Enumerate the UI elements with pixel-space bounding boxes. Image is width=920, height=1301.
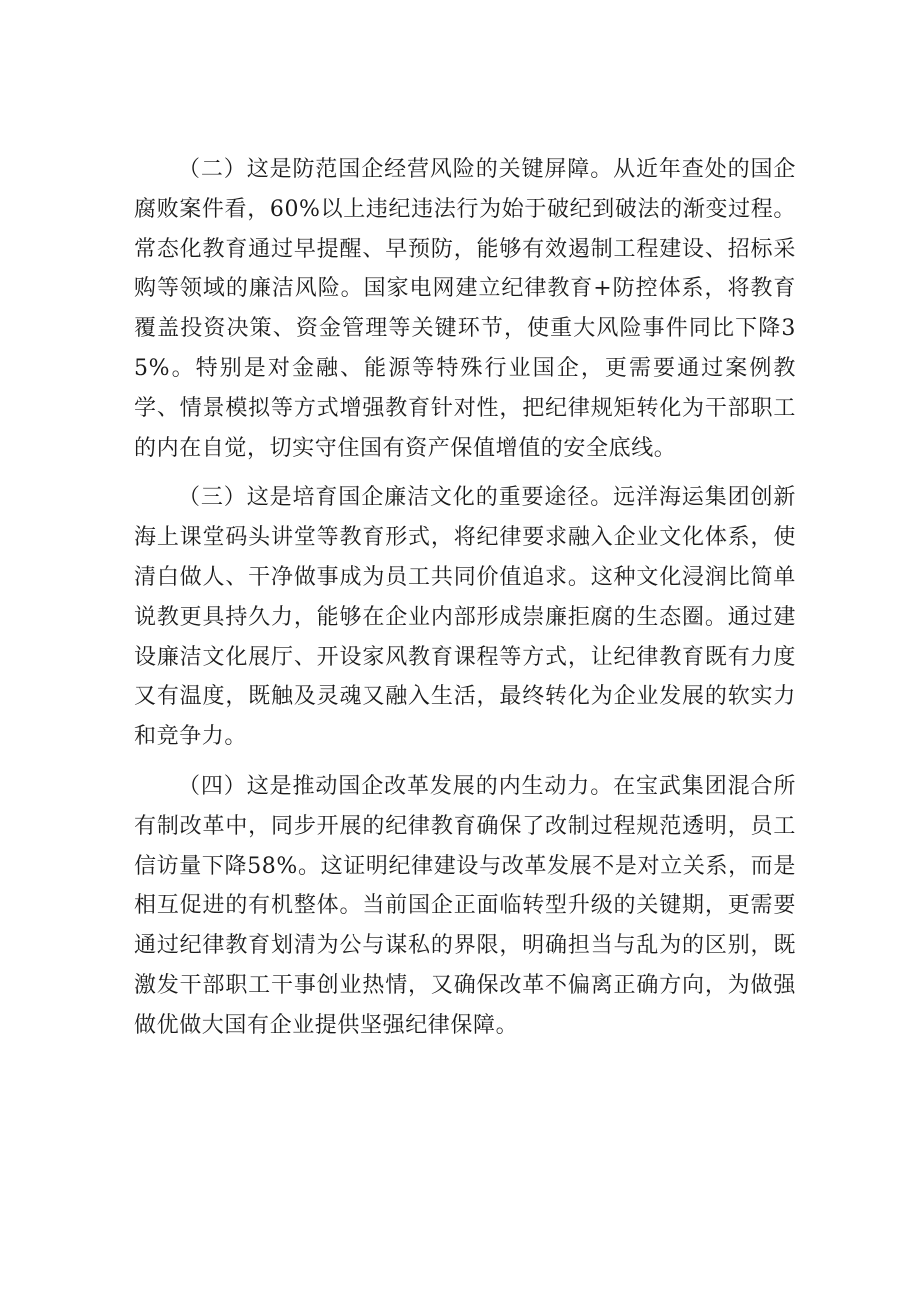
paragraph-reform-drive: （四）这是推动国企改革发展的内生动力。在宝武集团混合所有制改革中，同步开展的纪律教育确保了改制过程规范透明，员工信访量下降58%。这证明纪律建设与改革发展不是对立关系，而是相互促进的有机整体。当前国企正面临转型升级的关键期，更需要通过纪律教育划清为公与谋私的界限，明确担当与乱为的区别，既激发干部职工干事创业热情，又确保改革不偏离正确方向，为做强做优做大国有企业提供坚强纪律保障。 — [134, 773, 796, 1038]
paragraph-risk-barrier: （二）这是防范国企经营风险的关键屏障。从近年查处的国企腐败案件看，60%以上违纪违法行为始于破纪到破法的渐变过程。常态化教育通过早提醒、早预防，能够有效遏制工程建设、招标采购等领域的廉洁风险。国家电网建立纪律教育+防控体系，将教育覆盖投资决策、资金管理等关键环节，使重大风险事件同比下降35%。特别是对金融、能源等特殊行业国企，更需要通过案例教学、情景模拟等方式增强教育针对性，把纪律规矩转化为干部职工的内在自觉，切实守住国有资产保值增值的安全底线。 — [134, 157, 796, 461]
document-body — [134, 150, 796, 1046]
paragraph-clean-culture: （三）这是培育国企廉洁文化的重要途径。远洋海运集团创新海上课堂码头讲堂等教育形式，将纪律要求融入企业文化体系，使清白做人、干净做事成为员工共同价值追求。这种文化浸润比简单说教更具持久力，能够在企业内部形成崇廉拒腐的生态圈。通过建设廉洁文化展厅、开设家风教育课程等方式，让纪律教育既有力度又有温度，既触及灵魂又融入生活，最终转化为企业发展的软实力和竞争力。 — [134, 485, 796, 750]
